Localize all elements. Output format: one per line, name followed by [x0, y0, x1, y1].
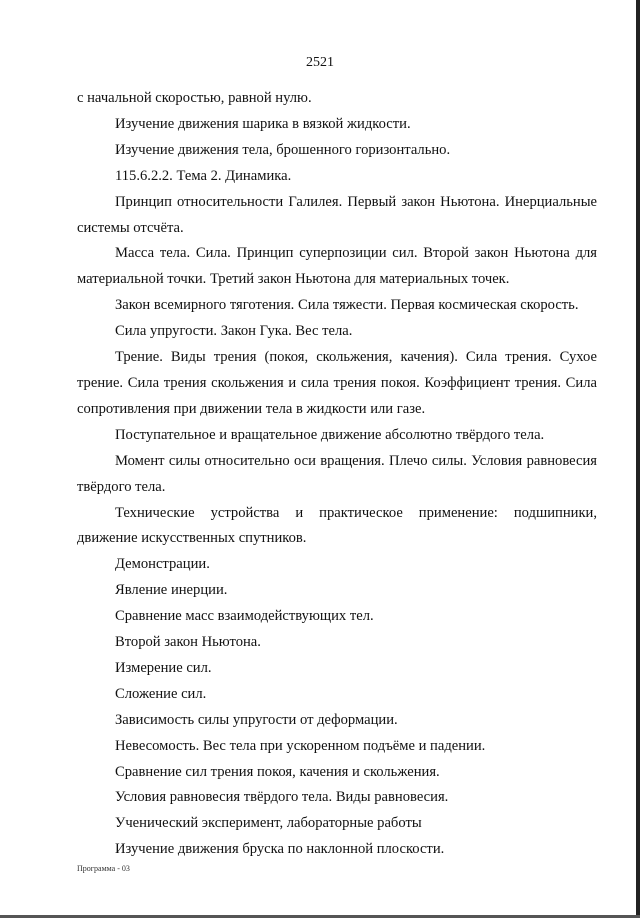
paragraph: Технические устройства и практическое применение: подшипники, движение искусственных спутников.	[77, 504, 597, 547]
list-item: Невесомость. Вес тела при ускоренном подъёме и падении.	[115, 737, 486, 754]
list-item: Сложение сил.	[115, 685, 207, 702]
page-number: 2521	[306, 55, 334, 70]
list-item: Второй закон Ньютона.	[115, 634, 261, 651]
paragraph: Поступательное и вращательное движение абсолютно твёрдого тела.	[115, 426, 545, 443]
document-body	[77, 86, 597, 863]
list-item: Условия равновесия твёрдого тела. Виды равновесия.	[115, 789, 449, 806]
paragraph: Изучение движения тела, брошенного горизонтально.	[115, 141, 451, 158]
paragraph: Изучение движения шарика в вязкой жидкости.	[115, 115, 411, 132]
paragraph: Момент силы относительно оси вращения. Плечо силы. Условия равновесия твёрдого тела.	[77, 452, 597, 495]
paragraph: Закон всемирного тяготения. Сила тяжести. Первая космическая скорость.	[115, 297, 579, 314]
list-item: Изучение движения бруска по наклонной плоскости.	[115, 841, 445, 858]
list-item: Сравнение масс взаимодействующих тел.	[115, 608, 374, 625]
list-item: Зависимость силы упругости от деформации.	[115, 711, 398, 728]
page-footer: Программа - 03	[77, 864, 130, 873]
paragraph: Масса тела. Сила. Принцип суперпозиции сил. Второй закон Ньютона для материальной точки. Третий закон Ньютона для материальных точек.	[77, 245, 597, 288]
list-item: Сравнение сил трения покоя, качения и скольжения.	[115, 763, 440, 780]
paragraph: Сила упругости. Закон Гука. Вес тела.	[115, 323, 353, 340]
scan-edge-right	[636, 0, 640, 918]
paragraph: Трение. Виды трения (покоя, скольжения, качения). Сила трения. Сухое трение. Сила трения скольжения и сила трения покоя. Коэффициент трения. Сила сопротивления при движении тела в жидкости или газе.	[77, 349, 597, 417]
subsection-heading: Демонстрации.	[115, 556, 210, 573]
section-heading: 115.6.2.2. Тема 2. Динамика.	[115, 167, 292, 184]
paragraph: Принцип относительности Галилея. Первый закон Ньютона. Инерциальные системы отсчёта.	[77, 193, 597, 236]
list-item: Явление инерции.	[115, 582, 228, 599]
paragraph: с начальной скоростью, равной нулю.	[77, 90, 312, 106]
list-item: Измерение сил.	[115, 659, 212, 676]
subsection-heading: Ученический эксперимент, лабораторные работы	[115, 815, 422, 832]
